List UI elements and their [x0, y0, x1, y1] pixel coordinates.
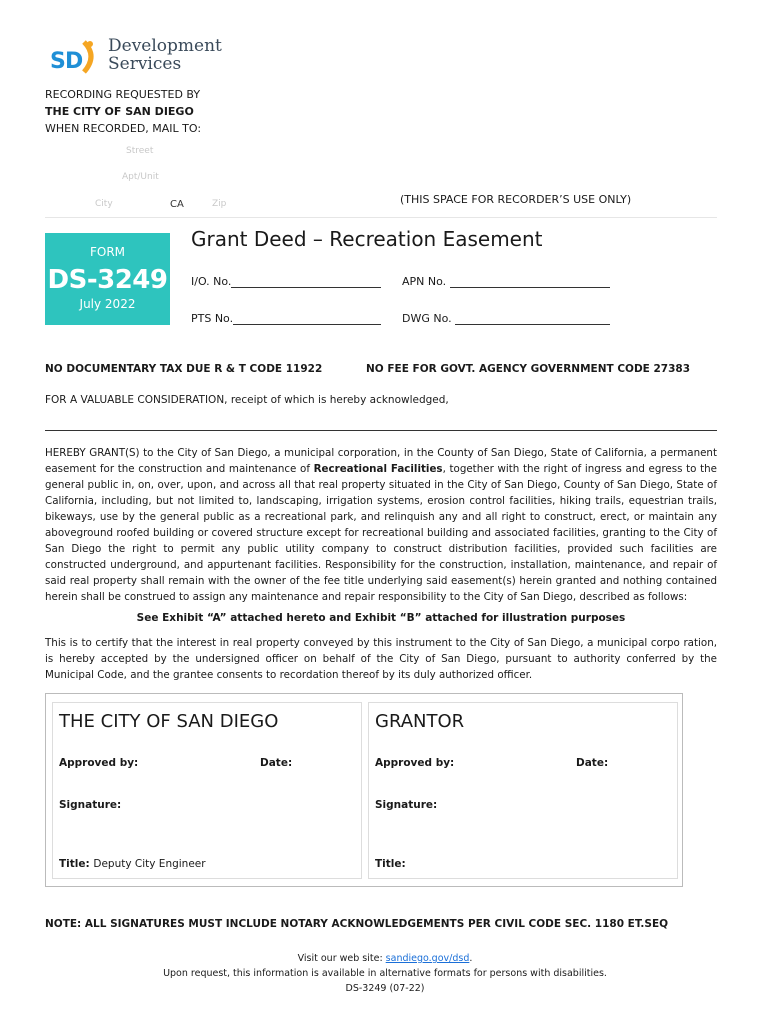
grantor-signature[interactable]: Signature: [375, 799, 438, 811]
recorder-note: (THIS SPACE FOR RECORDER’S USE ONLY) [400, 193, 632, 206]
zip-field[interactable]: Zip [212, 199, 227, 209]
grant-paragraph [45, 445, 717, 605]
recording-line-3: WHEN RECORDED, MAIL TO: [45, 122, 202, 135]
form-badge [45, 233, 170, 325]
apt-unit-field[interactable]: Apt/Unit [122, 172, 159, 182]
city-signature-block [52, 702, 362, 879]
exhibit-note: See Exhibit “A” attached hereto and Exhibit “B” attached for illustration purposes [136, 612, 626, 624]
grantor-date[interactable]: Date: [576, 757, 609, 769]
logo-line-1: Development [108, 36, 222, 56]
grantor-heading: GRANTOR [375, 711, 465, 732]
grantor-approved-by[interactable]: Approved by: [375, 757, 455, 769]
io-number-line [231, 276, 381, 288]
signature-box [45, 693, 683, 887]
street-field[interactable]: Street [126, 146, 154, 156]
website-link[interactable]: sandiego.gov/dsd [385, 953, 470, 964]
form-badge-number: DS-3249 [47, 265, 168, 295]
apn-number-field[interactable] [402, 275, 610, 288]
grant-text-post: , together with the right of ingress and egress to the general public in, on, over, upon, and across all that real property situated in the City of San Diego, County of San Diego, State of California, including, but not limited to, landscaping, irrigation systems, erosion control facilities, hiking trails, equestrian trails, bikeways, use by the general public as a recreational park, and relinquish any and all right to construct, erect, or maintain any aboveground roofed building or covered structure except for recreational building and associated facilities, granting to the City of San Diego the right to permit any public utility company to construct distribution facilities, provided such facilities are constructed underground, and appurtenant facilities. Responsibility for the construction, installation, maintenance, and repair of said real property shall remain with the owner of the fee title underlying said easement(s) herein granted and nothing contained herein shall be construed to assign any maintenance and repair responsibility to the City of San Diego, described as follows: [45, 463, 717, 603]
city-title-label: Title: [59, 858, 90, 870]
io-number-label: I/O. No. [191, 275, 232, 288]
svg-text:D: D [65, 49, 84, 74]
pts-number-line [233, 313, 381, 325]
form-badge-date: July 2022 [79, 297, 136, 311]
notary-note: NOTE: ALL SIGNATURES MUST INCLUDE NOTARY ACKNOWLEDGEMENTS PER CIVIL CODE SEC. 1180 ET.SEQ [45, 918, 669, 930]
apn-number-line [450, 276, 610, 288]
city-approved-by[interactable]: Approved by: [59, 757, 139, 769]
recording-line-2: THE CITY OF SAN DIEGO [45, 105, 194, 118]
pts-number-field[interactable] [191, 312, 381, 325]
dwg-number-field[interactable] [402, 312, 610, 325]
logo-wordmark [108, 37, 222, 73]
form-badge-label: FORM [89, 245, 126, 259]
footer-form-code: DS-3249 (07-22) [345, 983, 425, 994]
consideration-text: FOR A VALUABLE CONSIDERATION, receipt of which is hereby acknowledged, [45, 394, 449, 406]
dwg-number-line [455, 313, 610, 325]
pts-number-label: PTS No. [191, 312, 234, 325]
city-title-value: Deputy City Engineer [93, 858, 206, 870]
state-field[interactable]: CA [170, 199, 184, 210]
footer-alt-formats: Upon request, this information is available in alternative formats for persons with disabilities. [163, 968, 607, 979]
dwg-number-label: DWG No. [402, 312, 452, 325]
svg-text:S: S [50, 49, 66, 74]
apn-number-label: APN No. [402, 275, 447, 288]
grant-text-bold: Recreational Facilities [313, 463, 443, 475]
sd-logo-icon [50, 36, 102, 76]
fee-note: NO FEE FOR GOVT. AGENCY GOVERNMENT CODE 27383 [366, 363, 691, 375]
certify-paragraph: This is to certify that the interest in real property conveyed by this instrument to the City of San Diego, a municipal corpo ration, is hereby accepted by the undersigned officer on behalf of the City of San Diego, pursuant to authority conferred by the Municipal Code, and the grantee consents to recordation thereof by its duly authorized officer. [45, 637, 717, 681]
page-title: Grant Deed – Recreation Easement [191, 227, 543, 251]
tax-note: NO DOCUMENTARY TAX DUE R & T CODE 11922 [45, 363, 323, 375]
consideration-line [45, 430, 717, 431]
city-field[interactable]: City [95, 199, 113, 209]
footer [0, 951, 770, 996]
grantor-title[interactable]: Title: [375, 858, 406, 870]
grantor-signature-block [368, 702, 678, 879]
recording-block [45, 86, 201, 137]
city-heading: THE CITY OF SAN DIEGO [59, 711, 279, 732]
city-title [59, 858, 206, 870]
logo-line-2: Services [108, 54, 182, 74]
footer-visit-prefix: Visit our web site: [297, 953, 386, 964]
divider [45, 217, 717, 218]
footer-visit [0, 951, 770, 966]
logo [50, 36, 102, 80]
city-date[interactable]: Date: [260, 757, 293, 769]
footer-visit-suffix: . [469, 953, 473, 964]
io-number-field[interactable] [191, 275, 381, 288]
city-signature[interactable]: Signature: [59, 799, 122, 811]
recording-line-1: RECORDING REQUESTED BY [45, 88, 201, 101]
grant-text-pre: HEREBY GRANT(S) to the City of San Diego, a municipal corporation, in the County of San Diego, State of California, a permanent easement for the construction and maintenance of [45, 447, 717, 475]
